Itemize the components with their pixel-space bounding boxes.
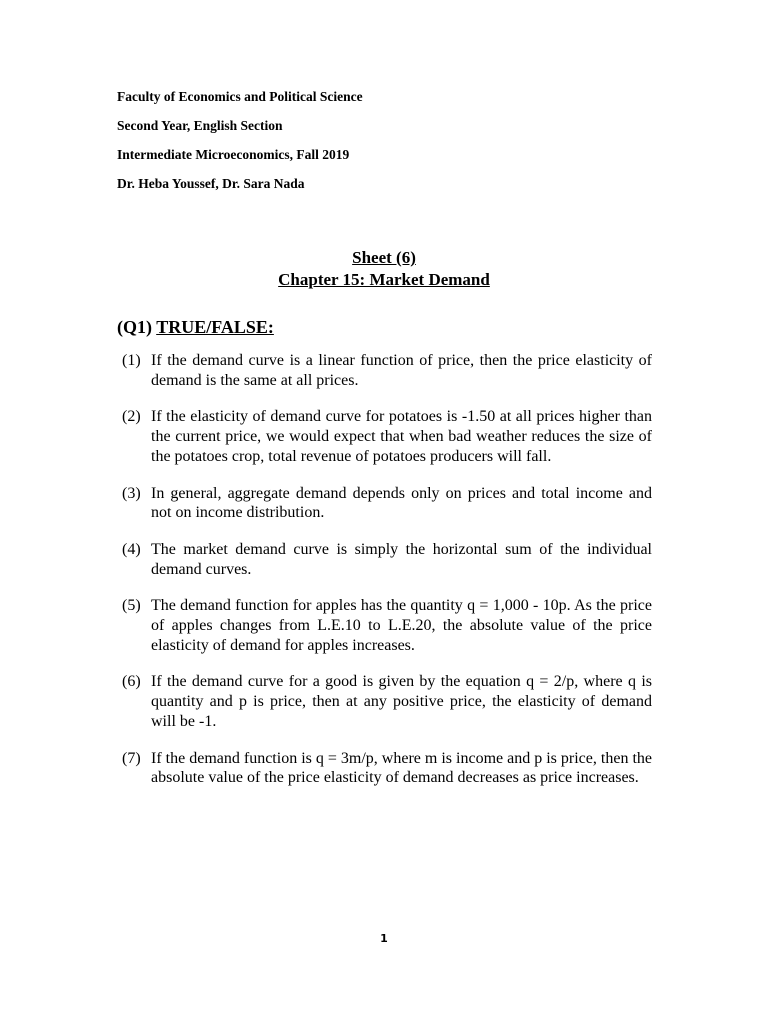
list-item bbox=[122, 672, 652, 731]
item-number: (1) bbox=[122, 352, 141, 369]
item-number: (3) bbox=[122, 484, 141, 502]
instructors-line: Dr. Heba Youssef, Dr. Sara Nada bbox=[117, 176, 305, 191]
sheet-title bbox=[0, 248, 768, 268]
item-text: In general, aggregate demand depends only on prices and total income and not on income distribution. bbox=[151, 484, 652, 522]
year-line: Second Year, English Section bbox=[117, 118, 283, 133]
page-number: 1 bbox=[380, 932, 388, 945]
item-number: (7) bbox=[122, 749, 141, 767]
item-text: If the demand curve for a good is given by the equation q = 2/p, where q is quantity and p is price, then at any positive price, the elasticity of demand will be -1. bbox=[151, 673, 652, 730]
question-list bbox=[122, 351, 652, 788]
item-text: If the demand curve is a linear function of price, then the price elasticity of demand is the same at all prices. bbox=[151, 352, 652, 389]
chapter-title bbox=[0, 270, 768, 290]
list-item bbox=[122, 540, 652, 579]
list-item bbox=[122, 596, 652, 655]
item-number: (5) bbox=[122, 597, 141, 615]
item-number: (6) bbox=[122, 673, 141, 691]
item-text: If the demand function is q = 3m/p, where m is income and p is price, then the absolute value of the price elasticity of demand decreases as price increases. bbox=[151, 749, 652, 787]
faculty-line: Faculty of Economics and Political Science bbox=[117, 89, 363, 104]
item-text: If the elasticity of demand curve for potatoes is -1.50 at all prices higher than the current price, we would expect that when bad weather reduces the size of the potatoes crop, total revenue of potatoes producers will fall. bbox=[151, 408, 652, 465]
list-item bbox=[122, 484, 652, 523]
item-number: (4) bbox=[122, 540, 141, 558]
item-text: The demand function for apples has the quantity q = 1,000 - 10p. As the price of apples changes from L.E.10 to L.E.20, the absolute value of the price elasticity of demand for apples increases. bbox=[151, 597, 652, 654]
list-item bbox=[122, 407, 652, 466]
list-item bbox=[122, 351, 652, 390]
sheet-title-text: Sheet (6) bbox=[352, 248, 416, 267]
chapter-title-text: Chapter 15: Market Demand bbox=[278, 270, 490, 289]
item-number: (2) bbox=[122, 408, 141, 426]
question-heading bbox=[117, 316, 274, 338]
question-label: (Q1) bbox=[117, 317, 152, 337]
list-item bbox=[122, 749, 652, 788]
course-line: Intermediate Microeconomics, Fall 2019 bbox=[117, 147, 350, 162]
item-text: The market demand curve is simply the horizontal sum of the individual demand curves. bbox=[151, 540, 652, 578]
question-title: TRUE/FALSE: bbox=[156, 317, 274, 337]
